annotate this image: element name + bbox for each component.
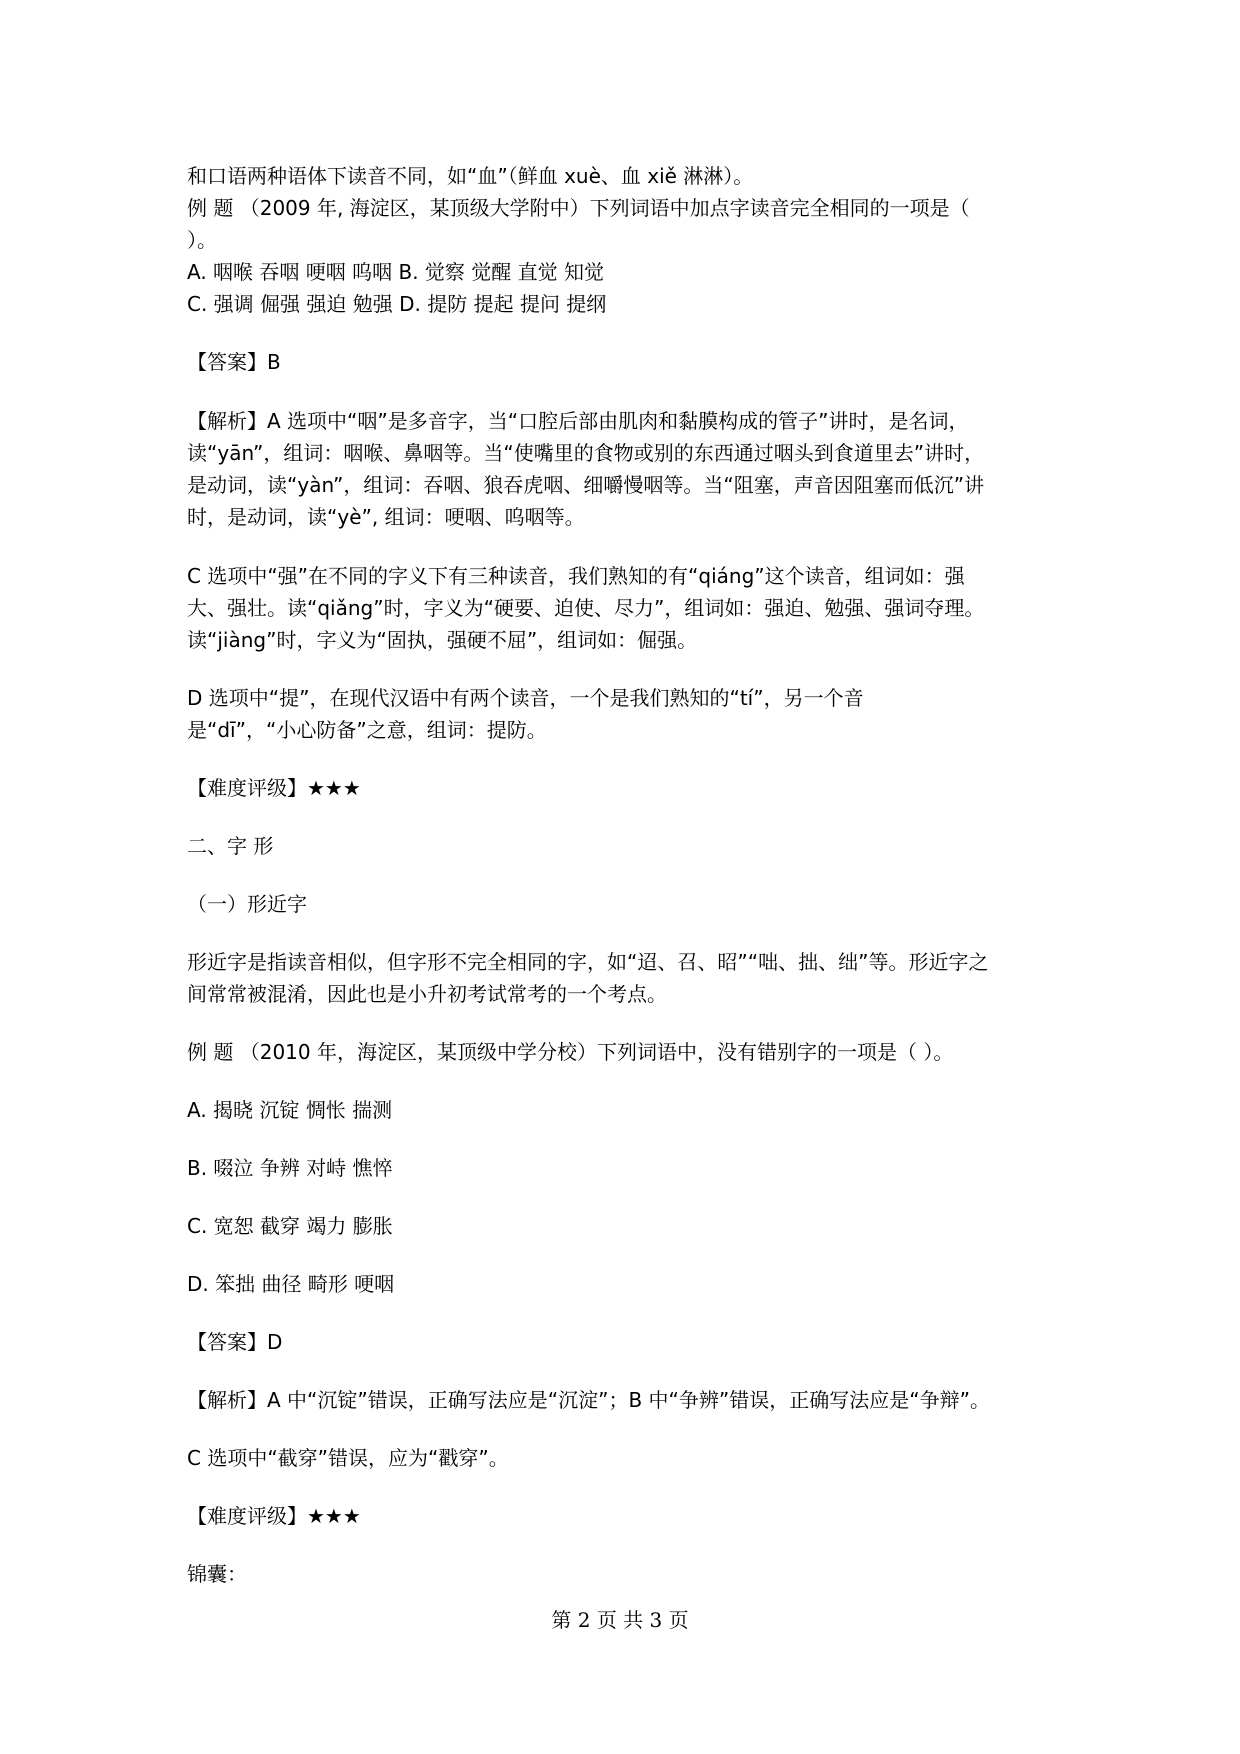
- example1-analysis-a-line-2: 读“yān”，组词：咽喉、鼻咽等。当“使嘴里的食物或别的东西通过咽头到食道里去”讲时，: [187, 441, 985, 465]
- example1-options-ab: A. 咽喉 吞咽 哽咽 呜咽 B. 觉察 觉醒 直觉 知觉: [187, 260, 604, 284]
- example1-analysis-a-line-3: 是动词，读“yàn”，组词：吞咽、狼吞虎咽、细嚼慢咽等。当“阻塞，声音因阻塞而低沉”讲: [187, 473, 985, 497]
- example1-question-line-2: ）。: [187, 228, 217, 252]
- example1-analysis-a-line-1: 【解析】A 选项中“咽”是多音字，当“口腔后部由肌肉和黏膜构成的管子”讲时，是名词，: [187, 409, 969, 433]
- example1-analysis-a-line-4: 时，是动词，读“yè”, 组词：哽咽、呜咽等。: [187, 505, 585, 529]
- example1-analysis-c-line-2: 大、强壮。读“qiǎng”时，字义为“硬要、迫使、尽力”，组词如：强迫、勉强、强词夺理。: [187, 596, 985, 620]
- example2-option-a: A. 揭晓 沉锭 惆怅 揣测: [187, 1098, 393, 1122]
- example1-difficulty-rating: 【难度评级】★★★: [187, 776, 361, 800]
- page-indicator: 第 2 页 共 3 页: [551, 1608, 689, 1632]
- subsection-heading-similar-chars: （一）形近字: [187, 892, 307, 916]
- example1-analysis-c-line-3: 读“jiàng”时，字义为“固执，强硬不屈”，组词如：倔强。: [187, 628, 698, 652]
- example2-analysis-line-1: 【解析】A 中“沉锭”错误，正确写法应是“沉淀”；B 中“争辨”错误，正确写法应是“争辩”。: [187, 1388, 991, 1412]
- tips-label: 锦囊：: [187, 1562, 247, 1586]
- example2-analysis-line-2: C 选项中“截穿”错误，应为“戳穿”。: [187, 1446, 509, 1470]
- example1-answer: 【答案】B: [187, 350, 281, 374]
- definition-line-1: 形近字是指读音相似，但字形不完全相同的字，如“迢、召、昭”“咄、拙、绌”等。形近字之: [187, 950, 989, 974]
- example2-option-c: C. 宽恕 截穿 竭力 膨胀: [187, 1214, 393, 1238]
- example2-option-b: B. 啜泣 争辨 对峙 憔悴: [187, 1156, 393, 1180]
- example1-options-cd: C. 强调 倔强 强迫 勉强 D. 提防 提起 提问 提纲: [187, 292, 607, 316]
- example2-question: 例 题 （2010 年，海淀区，某顶级中学分校）下列词语中，没有错别字的一项是（ ）。: [187, 1040, 954, 1064]
- example1-analysis-d-line-2: 是“dī”，“小心防备”之意，组词：提防。: [187, 718, 547, 742]
- example2-answer: 【答案】D: [187, 1330, 283, 1354]
- example1-question-line-1: 例 题 （2009 年, 海淀区，某顶级大学附中）下列词语中加点字读音完全相同的一项是（: [187, 196, 970, 220]
- section-heading-glyph-form: 二、字 形: [187, 834, 274, 858]
- example2-difficulty-rating: 【难度评级】★★★: [187, 1504, 361, 1528]
- example1-analysis-d-line-1: D 选项中“提”，在现代汉语中有两个读音，一个是我们熟知的“tí”，另一个音: [187, 686, 864, 710]
- intro-tail-text: 和口语两种语体下读音不同，如“血”（鲜血 xuè、血 xiě 淋淋）。: [187, 164, 754, 188]
- definition-line-2: 间常常被混淆，因此也是小升初考试常考的一个考点。: [187, 982, 667, 1006]
- example2-option-d: D. 笨拙 曲径 畸形 哽咽: [187, 1272, 395, 1296]
- example1-analysis-c-line-1: C 选项中“强”在不同的字义下有三种读音，我们熟知的有“qiáng”这个读音，组词如：强: [187, 564, 965, 588]
